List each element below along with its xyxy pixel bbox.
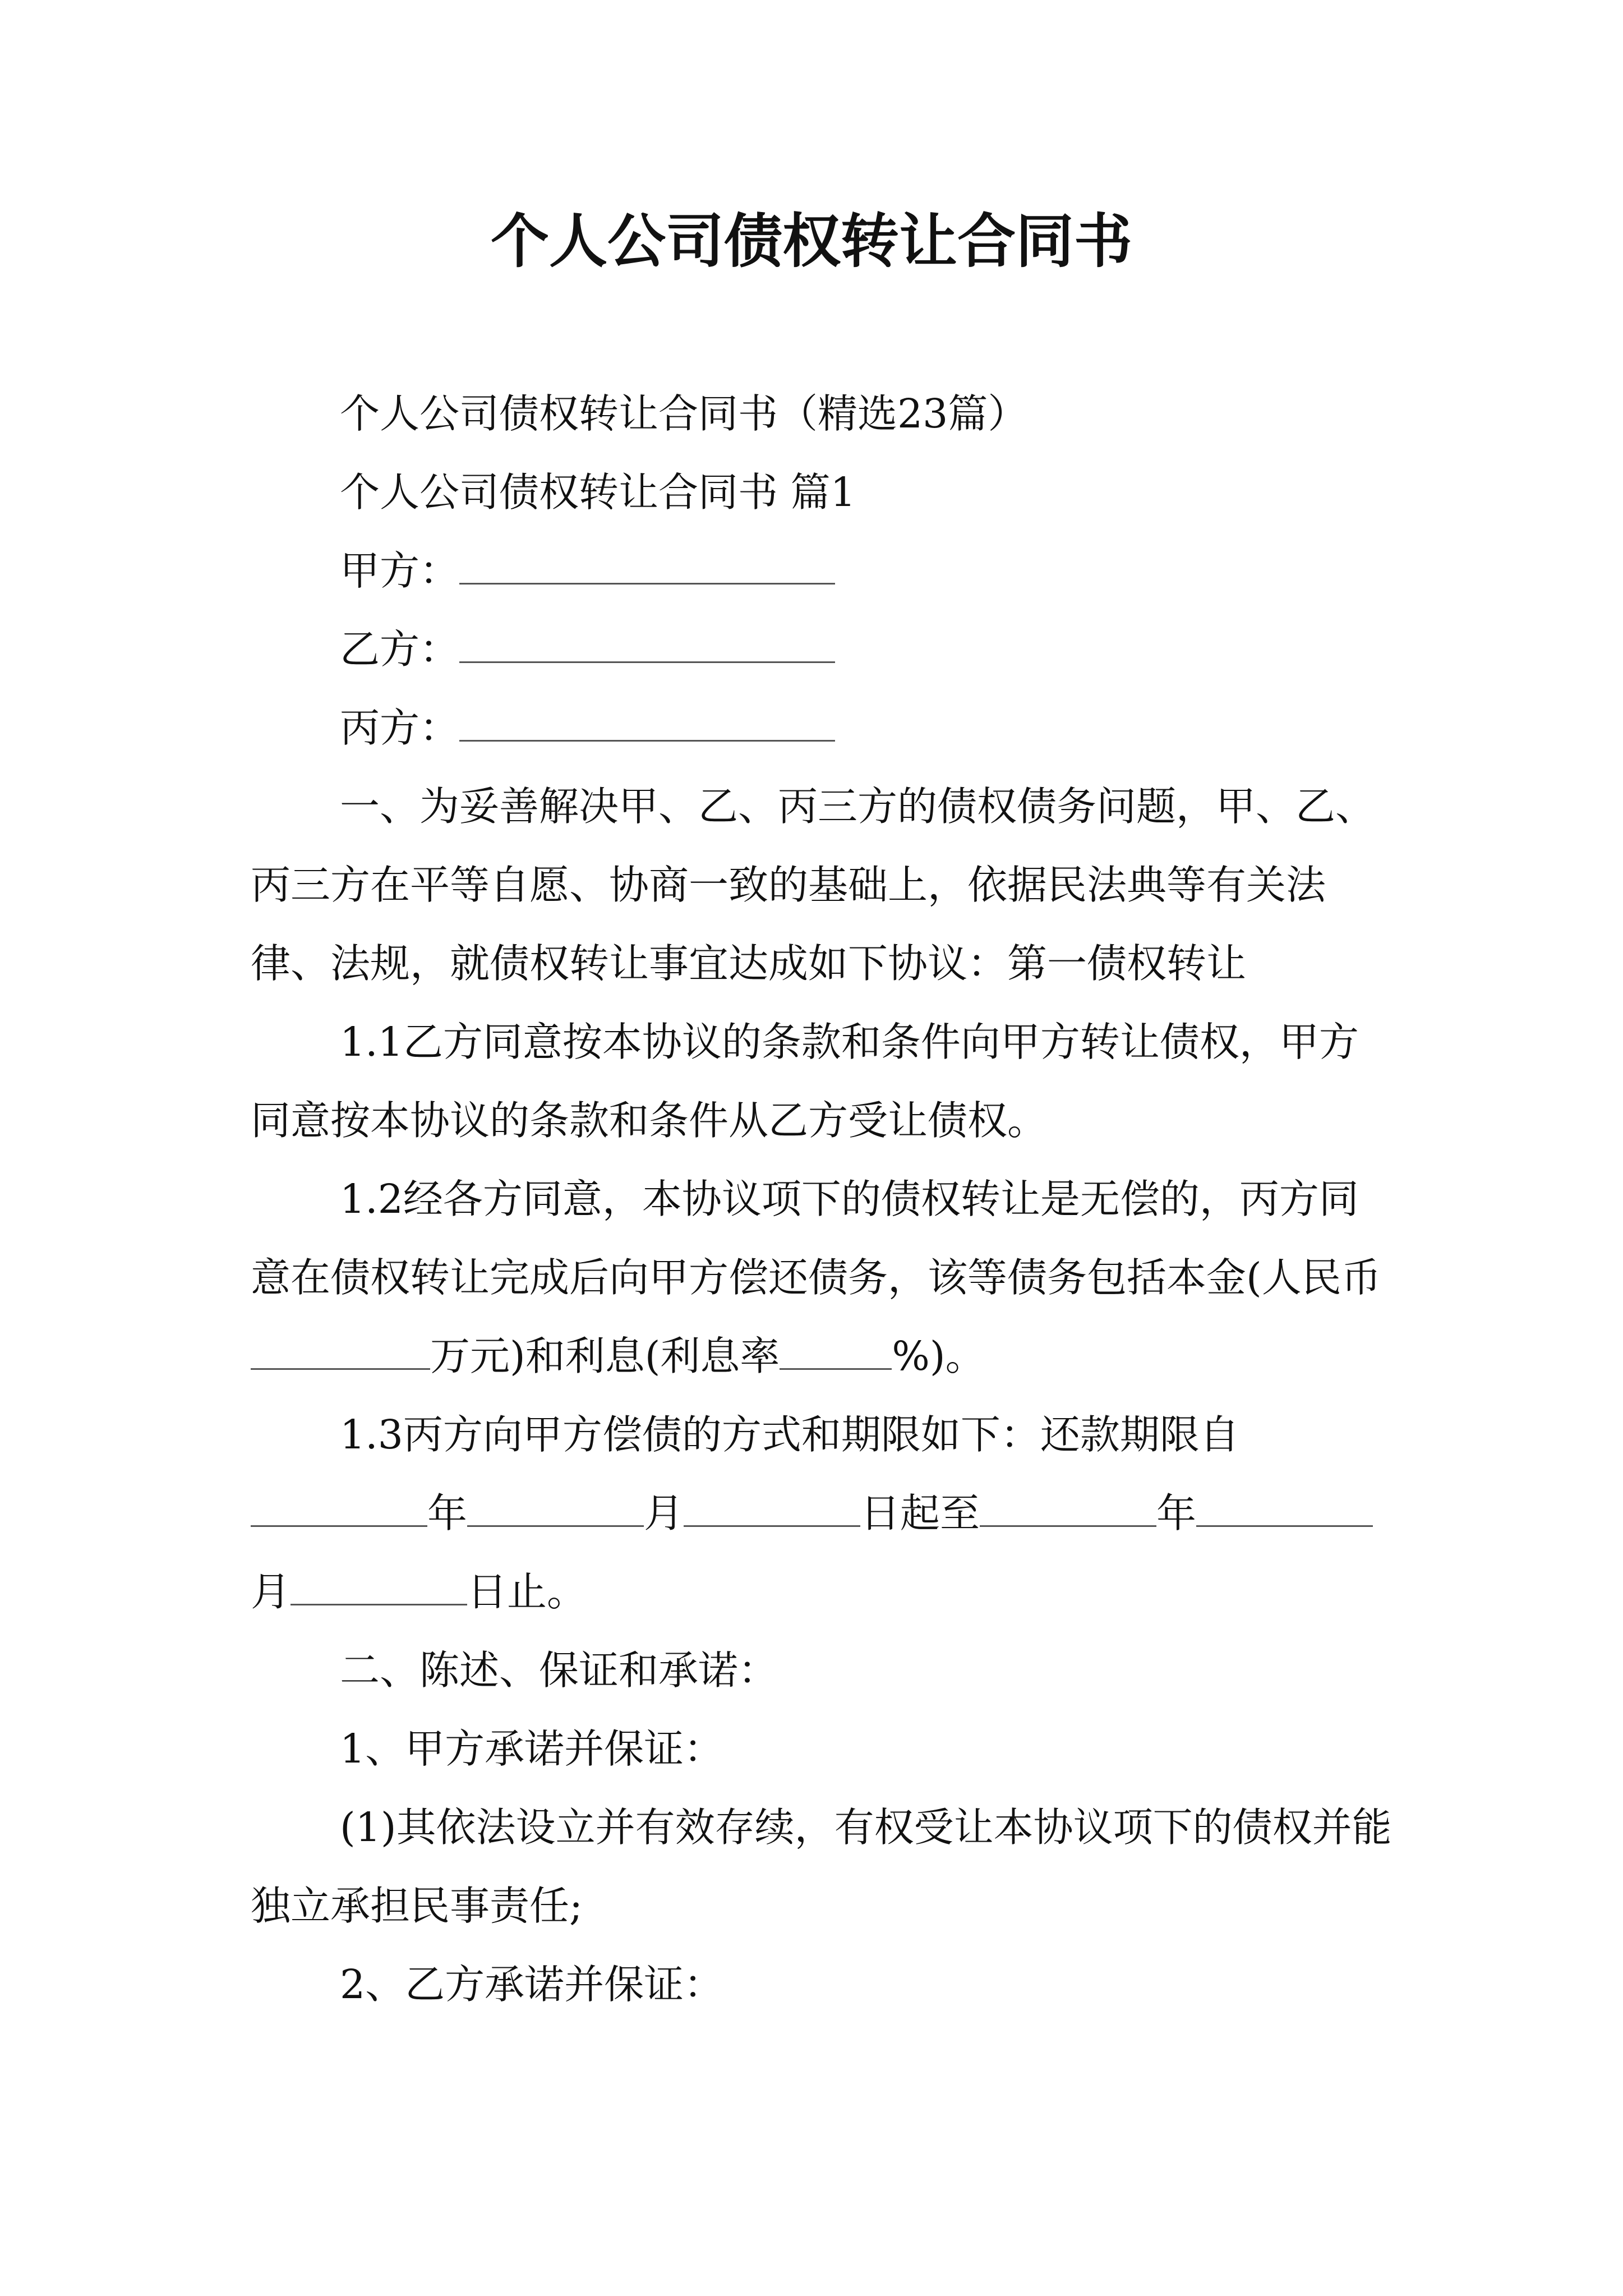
clause-1-3-dates <box>251 1474 1395 1553</box>
section-2-heading: 二、陈述、保证和承诺： <box>340 1647 778 1694</box>
document-title: 个人公司债权转让合同书 <box>490 207 1132 275</box>
party-b-line <box>251 610 1395 689</box>
day-end-label: 日止。 <box>467 1568 587 1615</box>
end-year-blank <box>980 1488 1156 1527</box>
month-label: 月 <box>644 1490 684 1536</box>
year-2-label: 年 <box>1156 1490 1197 1536</box>
document-body <box>251 375 1395 2024</box>
party-b-blank <box>459 624 835 663</box>
year-label: 年 <box>427 1490 468 1536</box>
clause-1-2-text-mid: 万元)和利息(利息率 <box>430 1333 780 1379</box>
party-a-line <box>251 532 1395 610</box>
end-day-blank <box>291 1566 467 1605</box>
start-year-blank <box>251 1488 427 1527</box>
clause-1-2-text-after: %)。 <box>892 1333 985 1379</box>
clause-1-1: 1.1乙方同意按本协议的条款和条件向甲方转让债权，甲方同意按本协议的条款和条件从乙方受让债权。 <box>251 1019 1359 1144</box>
clause-1-3-text-before: 1.3丙方向甲方偿债的方式和期限如下：还款期限自 <box>340 1411 1239 1458</box>
party-c-label: 丙方： <box>340 705 460 751</box>
principal-blank <box>251 1331 430 1370</box>
section-heading: 个人公司债权转让合同书 篇1 <box>340 469 856 516</box>
party-a-label: 甲方： <box>340 547 460 594</box>
party-c-blank <box>459 702 835 742</box>
item-2: 2、乙方承诺并保证： <box>340 1961 724 2008</box>
month-2-label: 月 <box>251 1568 291 1615</box>
end-month-blank <box>1196 1488 1373 1527</box>
party-b-label: 乙方： <box>340 626 460 673</box>
subtitle: 个人公司债权转让合同书（精选23篇） <box>340 390 1028 437</box>
start-day-blank <box>684 1488 860 1527</box>
party-c-line <box>251 689 1395 767</box>
clause-1-3 <box>251 1396 1395 1474</box>
item-1: 1、甲方承诺并保证： <box>340 1726 724 1772</box>
clause-1-2-text-before: 1.2经各方同意，本协议项下的债权转让是无偿的，丙方同意在债权转让完成后向甲方偿还债务，该等债务包括本金(人民币 <box>251 1176 1381 1301</box>
party-a-blank <box>459 545 835 585</box>
clause-1-2 <box>251 1160 1395 1396</box>
start-month-blank <box>467 1488 644 1527</box>
day-from-label: 日起至 <box>860 1490 980 1536</box>
clause-1-3-end <box>251 1553 1395 1631</box>
interest-rate-blank <box>780 1331 892 1370</box>
item-1-1: (1)其依法设立并有效存续，有权受让本协议项下的债权并能独立承担民事责任; <box>251 1804 1392 1929</box>
intro-paragraph: 一、为妥善解决甲、乙、丙三方的债权债务问题，甲、乙、丙三方在平等自愿、协商一致的基础上，依据民法典等有关法律、法规，就债权转让事宜达成如下协议：第一债权转让 <box>251 783 1376 987</box>
